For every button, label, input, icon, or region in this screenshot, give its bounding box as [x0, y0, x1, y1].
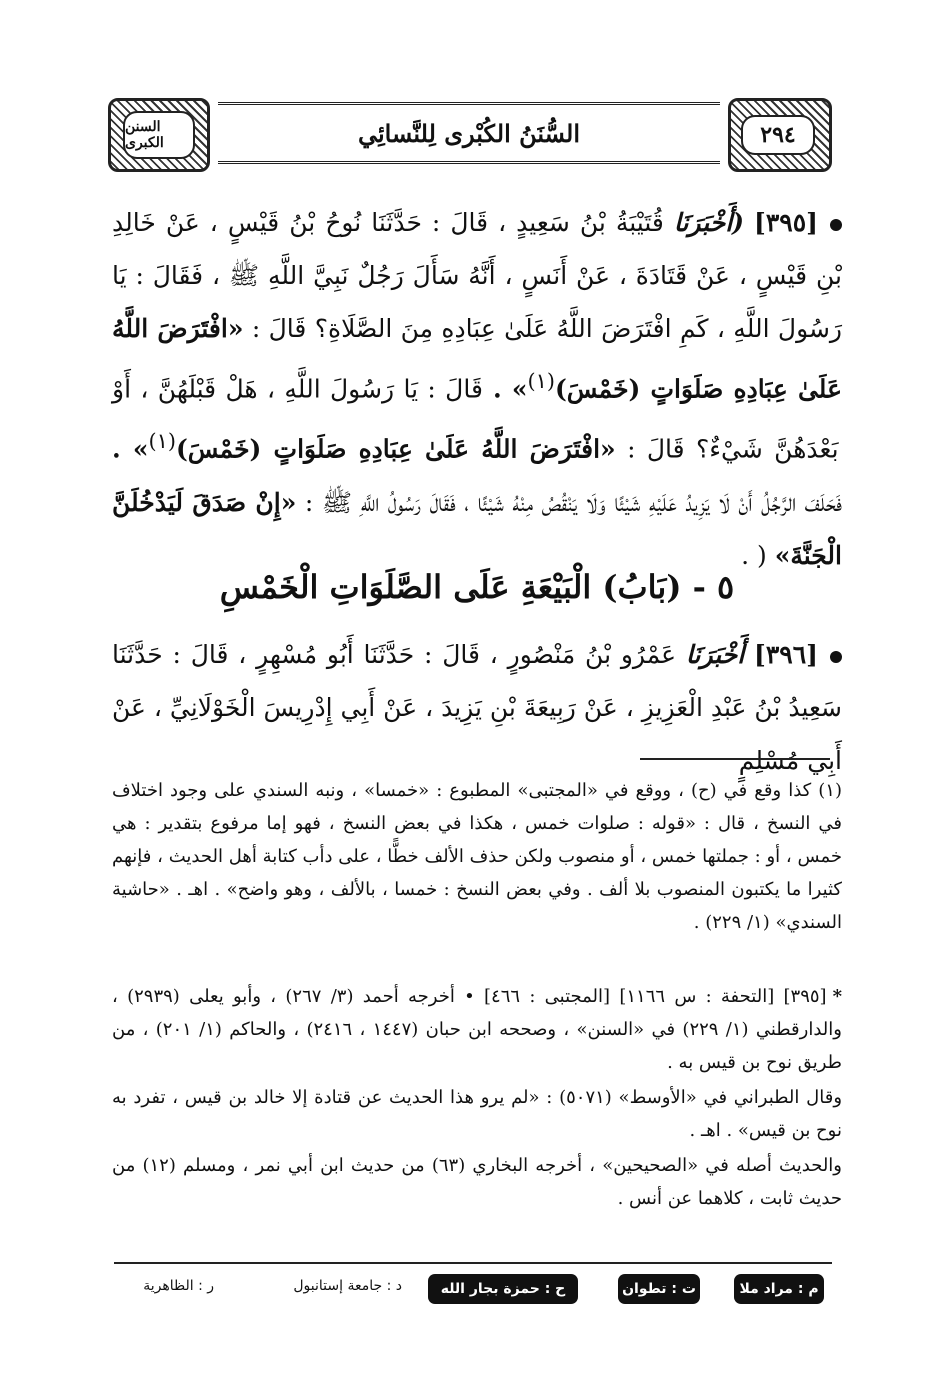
takhrij-para [112, 1149, 842, 1215]
hadith-text: قُتَيْبَةُ بْنُ سَعِيدٍ ، قَالَ : حَدَّثَنَا نُوحُ بْنُ قَيْسٍ ، عَنْ خَالِدِ بْنِ قَيْسٍ ، عَنْ قَتَادَةَ ، عَنْ أَنَسٍ ، أَنَّهُ سَأَلَ رَجُلٌ نَبِيَّ اللَّهِ ﷺ ، فَقَالَ : يَا رَسُولَ اللَّهِ ، كَمِ افْتَرَضَ اللَّهُ عَلَىٰ عِبَادِهِ مِنَ الصَّلَاةِ؟ قَالَ : [112, 208, 843, 343]
footnote-marker: (١) [527, 369, 555, 393]
quote-close: » . [482, 374, 528, 404]
chapter-heading: ٥ - (بَابُ) الْبَيْعَةِ عَلَى الصَّلَوَاتِ الْخَمْسِ [219, 568, 735, 606]
bullet-icon [830, 219, 842, 231]
hadith-quote: «افْتَرَضَ اللَّهُ عَلَىٰ عِبَادِهِ صَلَوَاتٍ (خَمْسَ) [112, 314, 842, 404]
footnote-1 [112, 774, 842, 939]
takhrij-text: والحديث أصله في «الصحيحين» ، أخرجه البخاري (٦٣) من حديث ابن أبي نمر ، ومسلم (١٢) من حديث ثابت ، كلاهما عن أنس . [112, 1155, 842, 1209]
hadith-quote: «إِنْ صَدَقَ لَيَدْخُلَنَّ الْجَنَّةَ» [112, 487, 842, 570]
quote-close: » . [112, 434, 149, 464]
bullet-icon [830, 651, 842, 663]
book-badge: السنن الكبرى [123, 111, 195, 159]
credit-tag-h: ح : حمزة بجار الله [428, 1274, 578, 1304]
hadith-text: قَالَ : يَا رَسُولَ اللَّهِ ، هَلْ قَبْلَهُنَّ ، أَوْ بَعْدَهُنَّ شَيْءٌ؟ قَالَ : [112, 374, 839, 464]
credit-tag-t: ت : تطوان [618, 1274, 700, 1304]
hadith-quote: «افْتَرَضَ اللَّهُ عَلَىٰ عِبَادِهِ صَلَوَاتٍ (خَمْسَ) [175, 434, 616, 464]
manuscript-credits [114, 1270, 832, 1310]
footnote-marker: (١) [148, 429, 176, 454]
bottom-divider [114, 1262, 832, 1264]
credit-tag-m: م : مراد ملا [734, 1274, 824, 1304]
header-title-band [218, 102, 720, 164]
akhbarana-label: (أَخْبَرَنَا [673, 208, 745, 237]
footnote-text: (١) كذا وقع في (ح) ، ووقع في «المجتبى» المطبوع : «خمسا» ، ونبه السندي على وجود اختلاف في النسخ ، قال : «قوله : صلوات خمس ، هكذا في بعض النسخ ، فهو إما مرفوع بتقدير : هي خمس ، أو : جملتها خمس ، أو منصوب ولكن حذف الألف خطًّا ، على دأب كتابة أهل الحديث ، فإنهم كثيرا ما يكتبون المنصوب بلا ألف . وفي بعض النسخ : خمسا ، بالألف ، وهو واضح» . اهـ . «حاشية السندي» (١/ ٢٢٩) . [112, 780, 842, 933]
hadith-395 [112, 196, 842, 582]
hadith-number: [٣٩٦] [754, 640, 819, 669]
takhrij-block [112, 980, 842, 1217]
hadith-text: فَحَلَفَ الرَّجُلُ أَنْ لَا يَزِيدُ عَلَيْهِ شَيْئًا وَلَا يَنْقُصُ مِنْهُ شَيْئًا ، فَقَالَ رَسُولُ اللَّهِ ﷺ : [304, 487, 842, 517]
akhbarana-label: أَخْبَرَنَا [685, 640, 745, 669]
header-ornament-right [728, 98, 832, 172]
page-header [108, 98, 832, 166]
takhrij-para [112, 980, 842, 1079]
page-number: ٢٩٤ [741, 115, 815, 155]
hadith-number: [٣٩٥] [754, 208, 819, 237]
hadith-end: ( . [741, 540, 767, 570]
takhrij-para [112, 1081, 842, 1147]
header-ornament-left [108, 98, 210, 172]
star-icon: * [832, 986, 842, 1007]
takhrij-text: وقال الطبراني في «الأوسط» (٥٠٧١) : «لم يرو هذا الحديث عن قتادة إلا خالد بن قيس ، تفرد به نوح بن قيس» . اهـ . [112, 1087, 843, 1141]
takhrij-text: [٣٩٥] [التحفة : س ١١٦٦] [المجتبى : ٤٦٦] • أخرجه أحمد (٣/ ٢٦٧) ، وأبو يعلى (٢٩٣٩) ، والدارقطني (١/ ٢٢٩) في «السنن» ، وصححه ابن حبان (١٤٤٧ ، ٢٤١٦) ، والحاكم (١/ ٢٠١) ، من طريق نوح بن قيس به . [112, 986, 842, 1073]
footnote-divider [640, 758, 830, 760]
hadith-396 [112, 628, 842, 787]
book-title: السُّنَنُ الكُبْرى لِلنَّسائِي [357, 118, 581, 148]
credit-text-r: ر : الظاهرية [143, 1278, 214, 1294]
credit-text-d: د : جامعة إستانبول [293, 1278, 402, 1294]
hadith-text: عَمْرُو بْنُ مَنْصُورٍ ، قَالَ : حَدَّثَنَا أَبُو مُسْهِرٍ ، قَالَ : حَدَّثَنَا سَعِيدُ بْنُ عَبْدِ الْعَزِيزِ ، عَنْ رَبِيعَةَ بْنِ يَزِيدَ ، عَنْ أَبِي إِدْرِيسَ الْخَوْلَانِيِّ ، عَنْ أَبِي مُسْلِمٍ [112, 640, 842, 775]
